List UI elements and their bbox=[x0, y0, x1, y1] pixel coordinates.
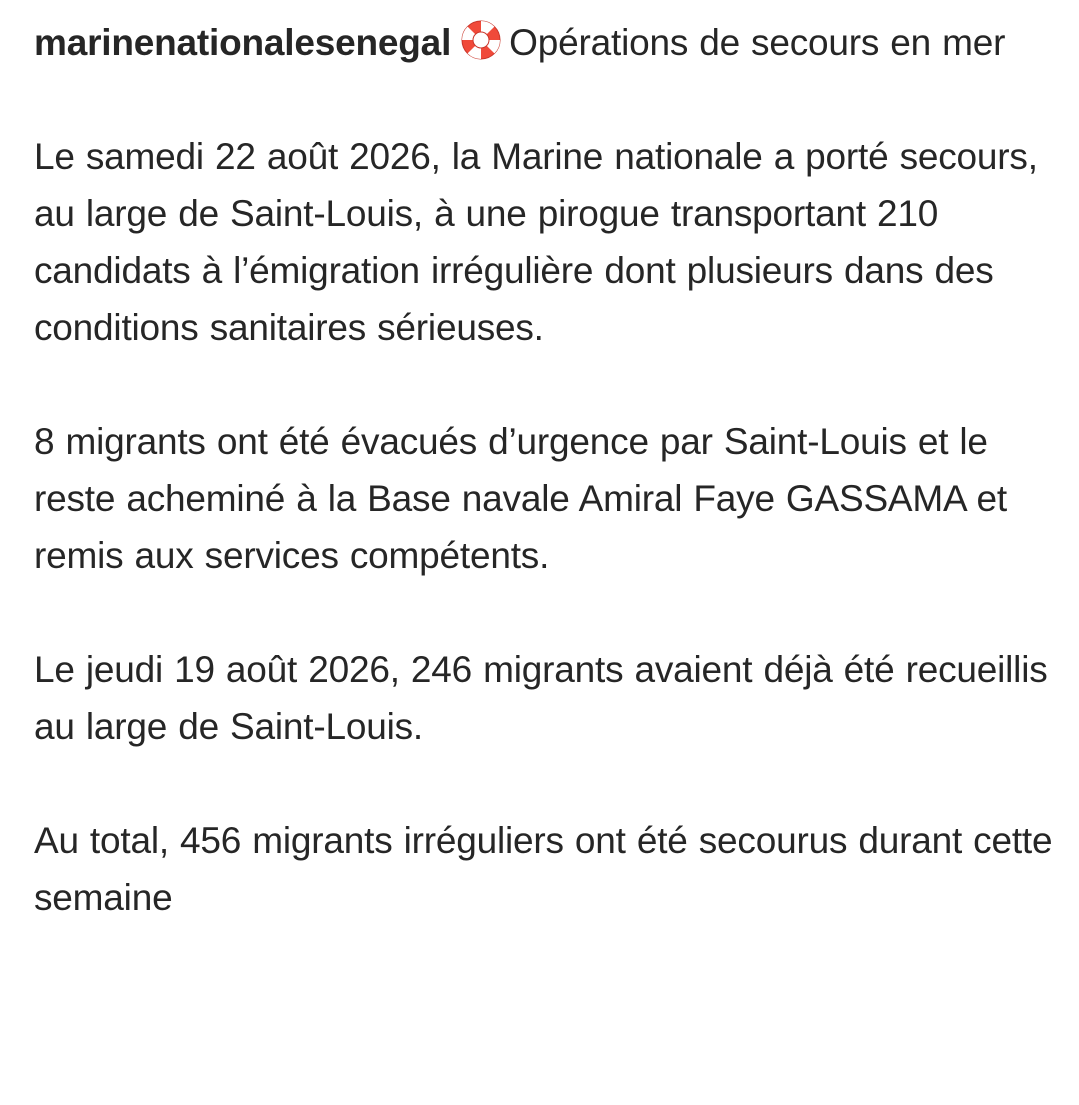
username-link[interactable]: marinenationalesenegal bbox=[34, 22, 452, 63]
caption-paragraph-4: Au total, 456 migrants irréguliers ont été secourus durant cette semaine bbox=[34, 820, 1053, 918]
lifebuoy-icon bbox=[459, 18, 503, 62]
caption-paragraph-3: Le jeudi 19 août 2026, 246 migrants avaient déjà été recueillis au large de Saint-Louis. bbox=[34, 649, 1048, 747]
caption-header bbox=[34, 14, 1064, 71]
caption-paragraph-2: 8 migrants ont été évacués d’urgence par Saint-Louis et le reste acheminé à la Base navale Amiral Faye GASSAMA et remis aux services compétents. bbox=[34, 421, 1008, 576]
paragraph-gap bbox=[34, 584, 1064, 641]
caption-paragraph-1: Le samedi 22 août 2026, la Marine nationale a porté secours, au large de Saint-Louis, à une pirogue transportant 210 candidats à l’émigration irrégulière dont plusieurs dans des conditions sanitaires sérieuses. bbox=[34, 136, 1038, 348]
paragraph-gap bbox=[34, 71, 1064, 128]
paragraph-gap bbox=[34, 755, 1064, 812]
post-caption bbox=[34, 14, 1064, 926]
paragraph-gap bbox=[34, 356, 1064, 413]
post-title: Opérations de secours en mer bbox=[509, 22, 1006, 63]
